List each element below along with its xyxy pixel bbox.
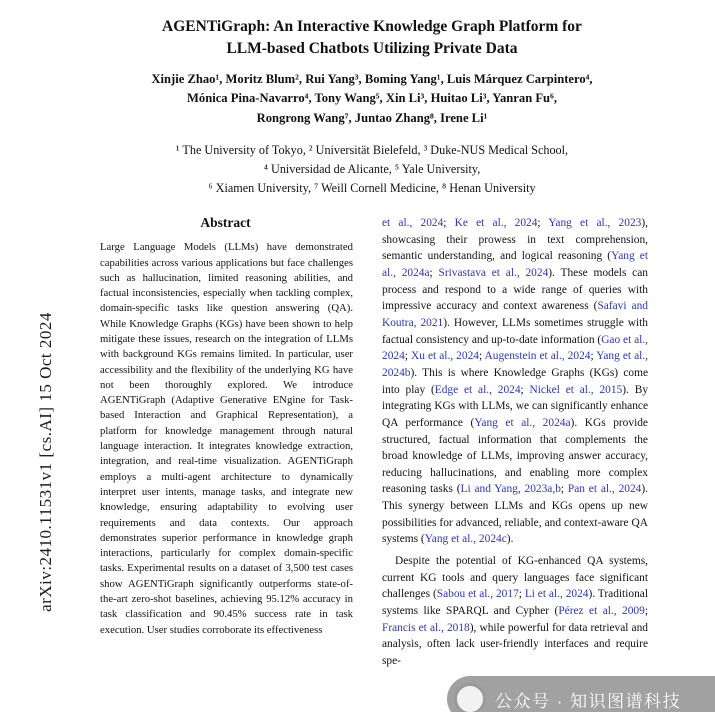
abstract-text: Large Language Models (LLMs) have demonstrated capabilities across various applications but face challenges such as hallucination, limited reasoning abilities, and factual inconsistencies, especially when tackling complex, domain-specific tasks like question answering (QA). While Knowledge Graphs (KGs) have been shown to help mitigate these issues, research on the integration of LLMs with background KGs remains limited. In particular, user accessibility and the flexibility of the underlying KG have not been thoroughly explored. We introduce AGENTiGraph (Adaptive Generative ENgine for Task-based Interaction and Graphical Representation), a platform for knowledge management through natural language interaction. It integrates knowledge extraction, integration, and real-time visualization. AGENTiGraph employs a multi-agent architecture to dynamically interpret user intents, manage tasks, and integrate new knowledge, ensuring adaptability to evolving user requirements and data contexts. Our approach demonstrates superior performance in knowledge graph interactions, particularly for complex domain-specific tasks. Experimental results on a dataset of 3,500 test cases show AGENTiGraph significantly outperforms state-of-the-art zero-shot baselines, achieving 95.12% accuracy in task classification and 90.45% success rate in task execution. User studies corroborate its effectiveness (100, 241, 353, 636)
watermark-badge (447, 676, 715, 712)
citation-link[interactable]: Gao et al., 2024 (382, 333, 649, 363)
author-line: Rongrong Wang⁷, Juntao Zhang⁸, Irene Li¹ (256, 110, 488, 125)
citation-link[interactable]: Yang et al., 2024a (382, 250, 649, 280)
affiliation-list (96, 141, 648, 198)
body-text: ; (560, 483, 568, 496)
affiliation-line: ⁴ Universidad de Alicante, ⁵ Yale University, (263, 162, 481, 177)
paper-title (96, 16, 648, 61)
citation-link[interactable]: Xu et al., 2024 (411, 350, 479, 363)
body-text: ; (429, 267, 439, 280)
body-text: ; (520, 383, 530, 396)
body-text: ). This synergy between LLMs and KGs opens up new possibilities for advanced, reliable, and context-aware QA systems ( (382, 483, 649, 546)
body-text: ). However, LLMs sometimes struggle with factual consistency and up-to-date information ( (382, 317, 648, 346)
citation-link[interactable]: Sabou et al., 2017 (436, 588, 519, 601)
right-column (382, 215, 648, 669)
body-text: ). This is where Knowledge Graphs (KGs) come into play ( (382, 366, 648, 396)
watermark-logo-icon (454, 683, 486, 712)
paper-content (96, 0, 648, 670)
body-text: ; (644, 604, 648, 617)
body-text: ; (478, 350, 485, 363)
citation-link[interactable]: Yang et al., 2024a (474, 416, 571, 429)
body-text: ; (518, 588, 525, 601)
watermark-text: 公众号 · 知识图谱科技 (495, 691, 682, 711)
body-text: ), showcasing their prowess in text comprehension, semantic understanding, and logical reasoning ( (382, 217, 648, 263)
body-text: ). Traditional systems like SPARQL and Cypher ( (382, 588, 648, 617)
body-text: ; (590, 350, 597, 363)
affiliation-line: ¹ The University of Tokyo, ² Universität Bielefeld, ³ Duke-NUS Medical School, (175, 143, 569, 158)
citation-link[interactable]: Pérez et al., 2009 (558, 604, 645, 617)
citation-link[interactable]: Yang et al., 2024b (382, 350, 648, 379)
body-text: ), while powerful for data retrieval and analysis, often lack user-friendly interfaces and require spe- (382, 621, 648, 667)
body-text: Despite the potential of KG-enhanced QA systems, current KG tools and query languages face significant challenges ( (382, 555, 648, 601)
citation-link[interactable]: Ke et al., 2024 (454, 217, 538, 230)
citation-link[interactable]: Li and Yang, 2023a,b (460, 483, 561, 496)
body-text: ; (443, 217, 455, 230)
body-text: ). These models can process and respond to a wide range of queries with impressive accuracy and context awareness ( (382, 267, 648, 313)
body-text: ). KGs provide structured, factual information that complements the broad knowledge of LLMs, improving answer accuracy, reducing hallucinations, and enabling more complex reasoning tasks ( (382, 416, 648, 496)
affiliation-line: ⁶ Xiamen University, ⁷ Weill Cornell Medicine, ⁸ Henan University (208, 181, 536, 196)
intro-paragraph-2 (382, 553, 648, 669)
body-text: ). (506, 533, 514, 546)
body-text: ; (404, 350, 411, 363)
citation-link[interactable]: Srivastava et al., 2024 (438, 267, 549, 280)
author-line: Mónica Pina-Navarro⁴, Tony Wang⁵, Xin Li³, Huitao Li³, Yanran Fu⁶, (187, 91, 557, 106)
citation-link[interactable]: Li et al., 2024 (524, 588, 589, 601)
citation-link[interactable]: et al., 2024 (382, 217, 444, 230)
two-column-body (96, 215, 648, 669)
citation-link[interactable]: Yang et al., 2023 (548, 217, 642, 230)
citation-link[interactable]: Nickel et al., 2015 (529, 383, 623, 396)
author-list (96, 70, 648, 129)
citation-link[interactable]: Safavi and Koutra, 2021 (382, 300, 648, 330)
paper-title-line1: AGENTiGraph: An Interactive Knowledge Graph Platform for (162, 18, 582, 35)
arxiv-identifier-stamp: arXiv:2410.11531v1 [cs.AI] 15 Oct 2024 (36, 312, 55, 612)
citation-link[interactable]: Yang et al., 2024c (424, 533, 507, 546)
left-column (96, 215, 355, 669)
citation-link[interactable]: Pan et al., 2024 (567, 483, 642, 496)
body-text: ; (537, 217, 549, 230)
abstract-heading: Abstract (200, 215, 251, 231)
intro-paragraph-1 (382, 215, 648, 548)
paper-title-line2: LLM-based Chatbots Utilizing Private Data (226, 40, 518, 58)
citation-link[interactable]: Edge et al., 2024 (434, 383, 521, 396)
author-line: Xinjie Zhao¹, Moritz Blum², Rui Yang³, Boming Yang¹, Luis Márquez Carpintero⁴, (151, 71, 593, 86)
citation-link[interactable]: Augenstein et al., 2024 (484, 350, 591, 363)
citation-link[interactable]: Francis et al., 2018 (382, 621, 470, 634)
body-text: ). By integrating KGs with LLMs, we can significantly enhance QA performance ( (382, 383, 649, 429)
